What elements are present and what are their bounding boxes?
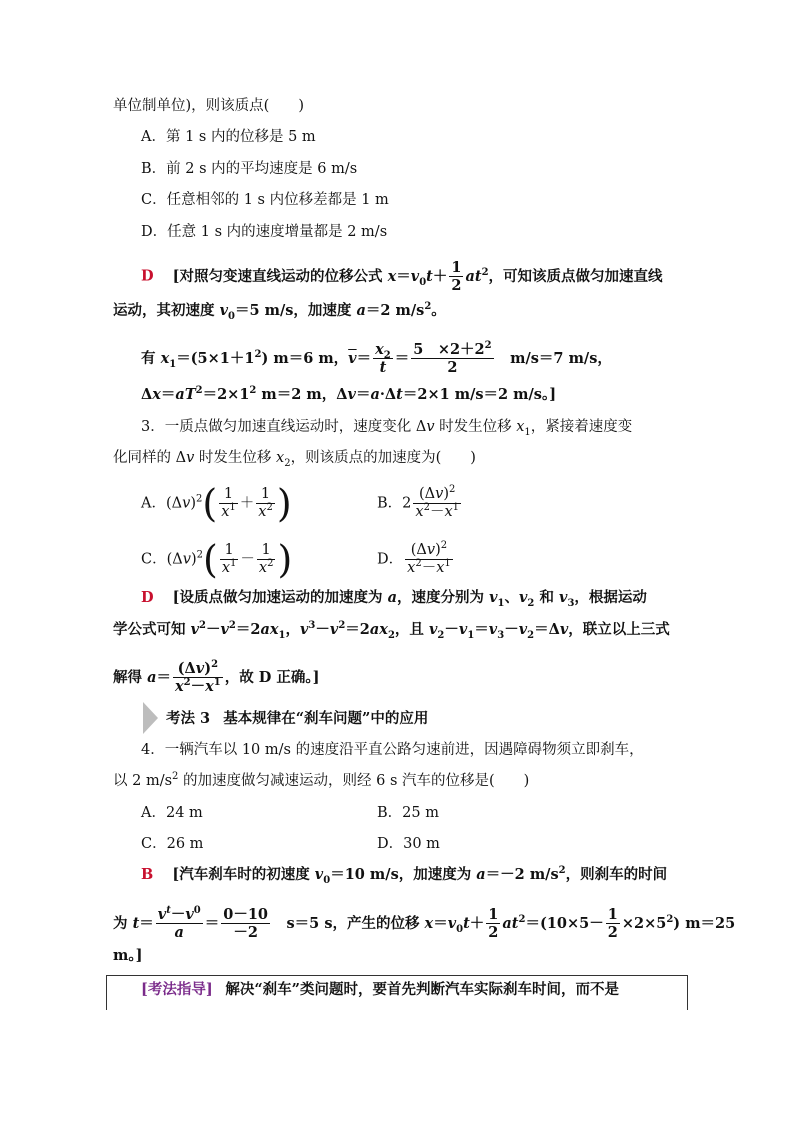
q2-option-d: D．任意 1 s 内的速度增量都是 2 m/s [141, 224, 388, 240]
q4-stem-line-2: 以 2 $m/s^2$ 的加速度做匀减速运动，则经 6 s 汽车的位移是( ) [113, 771, 530, 789]
q3-stem-line-2: 化同样的 Δv 时发生位移 $x_2$，则该质点的加速度为( ) [113, 450, 476, 469]
q3-solution-line-3: 解得 a＝ $\frac{(\Delta v)^2}{x^2-x^1}$ ，故 D 正确。] [113, 659, 320, 695]
tip-tag: [考法指导] [141, 981, 213, 998]
q2-solution-line-4: $\Delta x=aT^2=2\times 1^2$ m＝2 m，Δv＝a·Δt＝2×1 m/s＝2 m/s。] [141, 385, 557, 403]
q4-solution-line-3: m。] [113, 947, 143, 964]
section-label: 考法 3 [166, 710, 211, 727]
tip-text: 解决“刹车”类问题时，要首先判断汽车实际刹车时间，而不是 [225, 981, 620, 998]
q4-option-b: B．25 m [377, 805, 439, 821]
q2-option-b: B．前 2 s 内的平均速度是 6 m/s [141, 161, 358, 177]
section-title: 基本规律在“刹车问题”中的应用 [223, 710, 429, 727]
q4-option-a: A．24 m [141, 805, 203, 821]
section-heading [166, 709, 428, 729]
tip-line [141, 980, 619, 1000]
q4-option-d: D．30 m [377, 836, 440, 852]
q2-solution-line-1: D [对照匀变速直线运动的位移公式 $x=v_0t+$ $\frac{1}{2}$ $at^2$，可知该质点做匀加速直线 [141, 259, 663, 294]
section-arrow-icon [143, 702, 158, 734]
q3-option-c: C．$(\Delta v)^2$( $\frac{1}{x^1}$ － $\frac{1}{x^2}$ ) [141, 537, 293, 582]
q3-option-d: D． $\frac{(\Delta v)^2}{x^2-x^1}$ [377, 540, 451, 576]
q3-answer: D [141, 589, 154, 606]
q2-option-a: A．第 1 s 内的位移是 5 m [141, 129, 316, 145]
q4-solution-line-2: 为 t＝ $\frac{v^t-v^0}{a}$ ＝ $\frac{0-10}{-2}$ s＝5 s，产生的位移 $x=v_0t+$ $\frac{1}{2}$ $at^2=(10\times 5-$ $\frac{1}{2}$ $\times 2\times 5^2$) m＝25 [113, 905, 736, 941]
q2-option-c: C．任意相邻的 1 s 内位移差都是 1 m [141, 192, 389, 208]
q4-stem-line-1: 4．一辆汽车以 10 m/s 的速度沿平直公路匀速前进，因遇障碍物须立即刹车， [141, 742, 644, 758]
q4-option-c: C．26 m [141, 836, 204, 852]
q3-solution-line-1: D [设质点做匀加速运动的加速度为 a，速度分别为 $v_1$、$v_2$ 和 $v_3$，根据运动 [141, 589, 647, 609]
q4-answer: B [141, 866, 154, 883]
q2-answer: D [141, 267, 154, 285]
q3-solution-line-2: 学公式可知 $v^2-v^2=2ax_1$，$v^3-v^2=2ax_2$，且 $v_2-v_1=v_3-v_2=\Delta v$，联立以上三式 [113, 620, 670, 641]
q2-solution-line-2: 运动，其初速度 $v_0=5$ m/s，加速度 a＝2 $m/s^2$。 [113, 301, 446, 322]
q3-option-b: B．2 $\frac{(\Delta v)^2}{x^2-x^1}$ [377, 484, 460, 520]
q2-stem-tail: 单位制单位)，则该质点( ) [113, 98, 304, 114]
q3-option-a: A．$(\Delta v)^2$( $\frac{1}{x^1}$ ＋ $\frac{1}{x^2}$ ) [141, 481, 292, 526]
q3-stem-line-1: 3．一质点做匀加速直线运动时，速度变化 Δv 时发生位移 $x_1$，紧接着速度变 [141, 419, 633, 438]
q2-solution-line-3: 有 $x_1=(5\times 1+1^2)$ m＝6 m，$\overline{v}=$ $\frac{x_2}{t}$ ＝ $\frac{5 \times 2+2^2}{2}$ m/s＝7 m/s， [141, 340, 612, 376]
q4-solution-line-1: B [汽车刹车时的初速度 $v_0=10$ m/s，加速度为 a＝－2 $m/s^2$，则刹车的时间 [141, 865, 668, 886]
